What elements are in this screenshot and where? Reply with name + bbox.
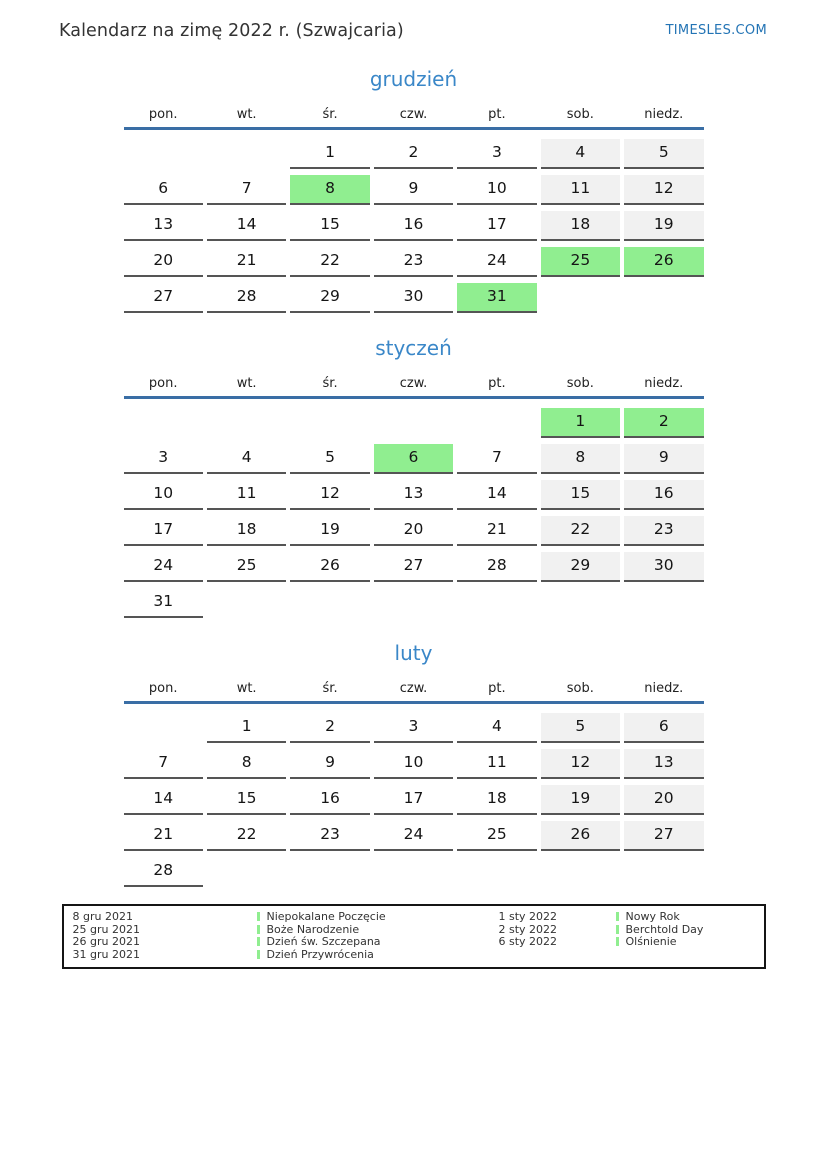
- holiday-marker-bar: [616, 937, 619, 946]
- day-cell: 28: [124, 857, 203, 887]
- header-rule: [124, 127, 704, 130]
- weekday-label: niedz.: [644, 681, 684, 696]
- day-cell: 14: [457, 480, 536, 510]
- holiday-name: Olśnienie: [616, 936, 758, 949]
- weekday-header-row: [124, 680, 704, 697]
- empty-cell: [624, 283, 703, 313]
- page-title: Kalendarz na zimę 2022 r. (Szwajcaria): [59, 21, 404, 41]
- day-cell: 26: [541, 821, 620, 851]
- weekday-label: pon.: [148, 107, 178, 122]
- day-cell: 9: [374, 175, 453, 205]
- month-section-grudzien: [0, 67, 827, 313]
- day-cell: 12: [624, 175, 703, 205]
- weekday-label: niedz.: [644, 107, 684, 122]
- day-grid: [124, 139, 704, 313]
- month-title: styczeń: [375, 336, 452, 360]
- holiday-name: Dzień św. Szczepana: [257, 936, 499, 949]
- holiday-legend-grid: [73, 911, 758, 961]
- day-cell: 15: [541, 480, 620, 510]
- empty-cell: [374, 408, 453, 438]
- weekday-label: pt.: [488, 376, 506, 391]
- day-cell: 4: [457, 713, 536, 743]
- day-cell: 29: [290, 283, 369, 313]
- day-cell: 27: [124, 283, 203, 313]
- day-cell: 28: [207, 283, 286, 313]
- holiday-date: 31 gru 2021: [72, 947, 140, 961]
- empty-cell: [541, 857, 620, 887]
- weekday-label: czw.: [399, 681, 428, 696]
- day-cell: 7: [207, 175, 286, 205]
- month-calendar: [124, 375, 704, 618]
- day-cell: 23: [624, 516, 703, 546]
- day-cell: 26: [290, 552, 369, 582]
- weekday-label: pon.: [148, 376, 178, 391]
- day-cell: 9: [290, 749, 369, 779]
- empty-cell: [124, 139, 203, 169]
- empty-cell: [541, 283, 620, 313]
- day-cell: 22: [290, 247, 369, 277]
- day-cell: 7: [457, 444, 536, 474]
- day-cell: 4: [541, 139, 620, 169]
- empty-cell: [124, 713, 203, 743]
- holiday-name: Berchtold Day: [616, 924, 758, 937]
- holiday-name: Boże Narodzenie: [257, 924, 499, 937]
- empty-cell: [457, 588, 536, 618]
- day-cell: 5: [541, 713, 620, 743]
- day-cell: 17: [124, 516, 203, 546]
- month-section-styczen: [0, 336, 827, 618]
- month-calendar: [124, 106, 704, 313]
- day-cell: 21: [457, 516, 536, 546]
- day-cell: 5: [290, 444, 369, 474]
- day-cell: 10: [457, 175, 536, 205]
- holiday-legend: [62, 904, 766, 969]
- site-link[interactable]: TIMESLES.COM: [665, 23, 767, 38]
- holiday-name: Nowy Rok: [616, 911, 758, 924]
- day-cell: 6: [624, 713, 703, 743]
- day-cell: 11: [541, 175, 620, 205]
- day-cell: 30: [624, 552, 703, 582]
- day-cell: 25: [207, 552, 286, 582]
- day-cell: 24: [457, 247, 536, 277]
- empty-cell: [624, 588, 703, 618]
- day-cell: 16: [374, 211, 453, 241]
- day-cell: 6: [124, 175, 203, 205]
- weekday-label: pt.: [488, 681, 506, 696]
- holiday-date: 1 sty 2022: [498, 910, 558, 923]
- day-cell: 15: [290, 211, 369, 241]
- day-cell: 10: [124, 480, 203, 510]
- day-cell: 18: [457, 785, 536, 815]
- day-cell: 12: [541, 749, 620, 779]
- holiday-name: Dzień Przywrócenia: [257, 949, 499, 962]
- day-grid: [124, 408, 704, 618]
- empty-cell: [457, 857, 536, 887]
- day-cell: 13: [124, 211, 203, 241]
- day-cell: 7: [124, 749, 203, 779]
- holiday-marker-bar: [616, 925, 619, 934]
- day-cell: 16: [624, 480, 703, 510]
- weekday-label: czw.: [399, 376, 428, 391]
- day-cell: 24: [124, 552, 203, 582]
- day-cell: 18: [541, 211, 620, 241]
- header-rule: [124, 701, 704, 704]
- day-cell: 19: [624, 211, 703, 241]
- day-cell: 20: [124, 247, 203, 277]
- holiday-date: [499, 949, 616, 962]
- weekday-header-row: [124, 375, 704, 392]
- empty-cell: [290, 588, 369, 618]
- day-cell: 3: [124, 444, 203, 474]
- month-section-luty: [0, 641, 827, 887]
- holiday-date: 25 gru 2021: [72, 922, 140, 936]
- day-cell: 15: [207, 785, 286, 815]
- day-grid: [124, 713, 704, 887]
- empty-cell: [207, 588, 286, 618]
- weekday-label: niedz.: [644, 376, 684, 391]
- day-cell: 2: [374, 139, 453, 169]
- empty-cell: [374, 588, 453, 618]
- day-cell: 14: [207, 211, 286, 241]
- day-cell: 4: [207, 444, 286, 474]
- day-cell: 25: [457, 821, 536, 851]
- weekday-label: śr.: [322, 681, 338, 696]
- day-cell: 26: [624, 247, 703, 277]
- weekday-header-row: [124, 106, 704, 123]
- day-cell: 19: [541, 785, 620, 815]
- month-title: luty: [394, 641, 433, 665]
- day-cell: 2: [624, 408, 703, 438]
- weekday-label: śr.: [322, 107, 338, 122]
- day-cell: 21: [124, 821, 203, 851]
- month-title: grudzień: [369, 67, 458, 91]
- empty-cell: [290, 857, 369, 887]
- day-cell: 13: [374, 480, 453, 510]
- day-cell: 29: [541, 552, 620, 582]
- empty-cell: [624, 857, 703, 887]
- day-cell: 1: [207, 713, 286, 743]
- empty-cell: [541, 588, 620, 618]
- day-cell: 2: [290, 713, 369, 743]
- day-cell: 27: [624, 821, 703, 851]
- day-cell: 28: [457, 552, 536, 582]
- holiday-marker-bar: [257, 937, 260, 946]
- day-cell: 19: [290, 516, 369, 546]
- holiday-date: 2 sty 2022: [498, 922, 558, 936]
- empty-cell: [374, 857, 453, 887]
- weekday-label: wt.: [236, 376, 257, 391]
- weekday-label: pon.: [148, 681, 178, 696]
- empty-cell: [124, 408, 203, 438]
- empty-cell: [207, 408, 286, 438]
- day-cell: 9: [624, 444, 703, 474]
- holiday-marker-bar: [616, 912, 619, 921]
- day-cell: 6: [374, 444, 453, 474]
- day-cell: 13: [624, 749, 703, 779]
- holiday-name: [616, 949, 758, 962]
- day-cell: 20: [624, 785, 703, 815]
- day-cell: 23: [374, 247, 453, 277]
- day-cell: 25: [541, 247, 620, 277]
- page-header: [0, 0, 827, 41]
- empty-cell: [207, 139, 286, 169]
- weekday-label: wt.: [236, 107, 257, 122]
- day-cell: 21: [207, 247, 286, 277]
- day-cell: 1: [290, 139, 369, 169]
- weekday-label: sob.: [566, 681, 594, 696]
- day-cell: 30: [374, 283, 453, 313]
- day-cell: 10: [374, 749, 453, 779]
- day-cell: 3: [374, 713, 453, 743]
- header-rule: [124, 396, 704, 399]
- day-cell: 20: [374, 516, 453, 546]
- month-calendar: [124, 680, 704, 887]
- empty-cell: [207, 857, 286, 887]
- day-cell: 17: [374, 785, 453, 815]
- day-cell: 8: [290, 175, 369, 205]
- day-cell: 31: [457, 283, 536, 313]
- day-cell: 1: [541, 408, 620, 438]
- holiday-marker-bar: [257, 912, 260, 921]
- day-cell: 11: [207, 480, 286, 510]
- day-cell: 23: [290, 821, 369, 851]
- day-cell: 11: [457, 749, 536, 779]
- holiday-name: Niepokalane Poczęcie: [257, 911, 499, 924]
- holiday-marker-bar: [257, 950, 260, 959]
- day-cell: 31: [124, 588, 203, 618]
- weekday-label: pt.: [488, 107, 506, 122]
- day-cell: 22: [207, 821, 286, 851]
- empty-cell: [290, 408, 369, 438]
- weekday-label: czw.: [399, 107, 428, 122]
- holiday-date: 26 gru 2021: [72, 935, 140, 949]
- day-cell: 22: [541, 516, 620, 546]
- day-cell: 12: [290, 480, 369, 510]
- day-cell: 27: [374, 552, 453, 582]
- day-cell: 17: [457, 211, 536, 241]
- day-cell: 5: [624, 139, 703, 169]
- day-cell: 8: [207, 749, 286, 779]
- weekday-label: śr.: [322, 376, 338, 391]
- weekday-label: sob.: [566, 376, 594, 391]
- holiday-date: 6 sty 2022: [498, 935, 558, 949]
- day-cell: 24: [374, 821, 453, 851]
- weekday-label: sob.: [566, 107, 594, 122]
- holiday-date: 8 gru 2021: [72, 910, 133, 923]
- holiday-marker-bar: [257, 925, 260, 934]
- day-cell: 8: [541, 444, 620, 474]
- empty-cell: [457, 408, 536, 438]
- day-cell: 18: [207, 516, 286, 546]
- day-cell: 14: [124, 785, 203, 815]
- day-cell: 3: [457, 139, 536, 169]
- day-cell: 16: [290, 785, 369, 815]
- weekday-label: wt.: [236, 681, 257, 696]
